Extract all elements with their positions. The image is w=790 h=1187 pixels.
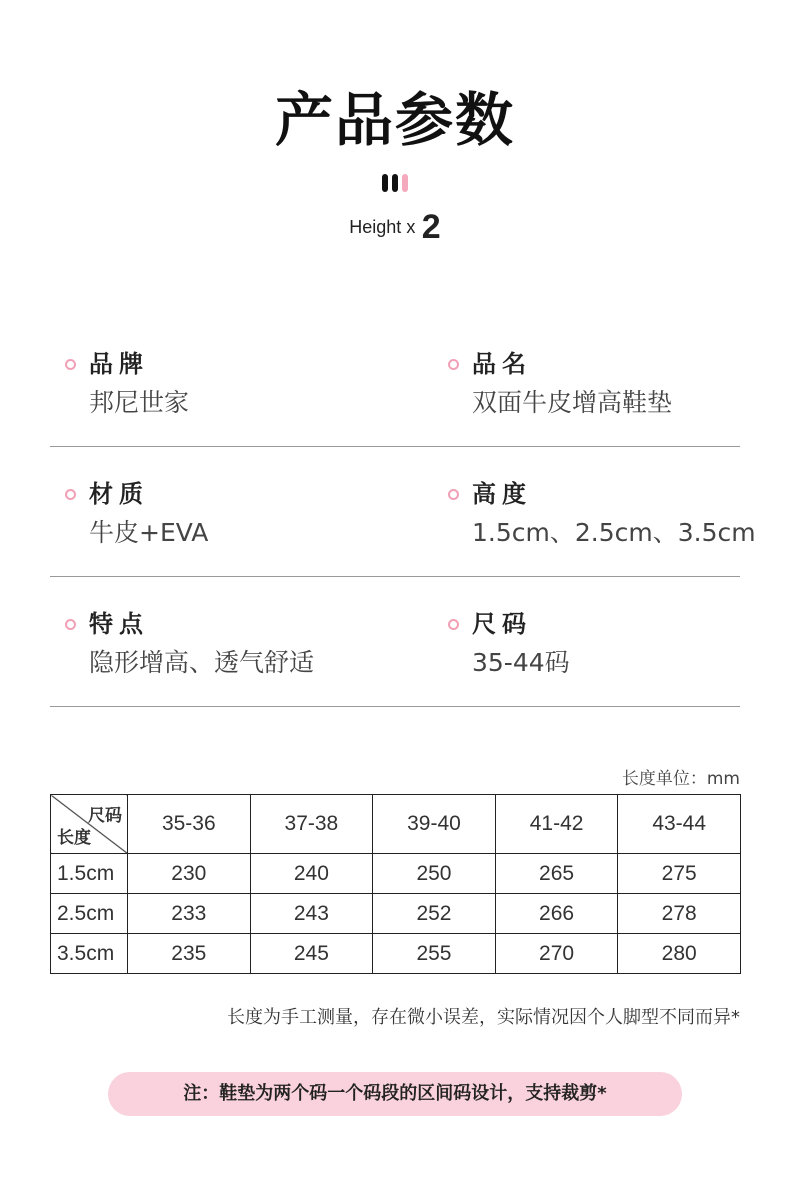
table-cell: 265	[495, 854, 618, 894]
spec-value: 1.5cm、2.5cm、3.5cm	[472, 518, 756, 547]
table-cell: 245	[250, 934, 373, 974]
page-title: 产品参数	[274, 86, 515, 154]
bullet-icon	[65, 619, 76, 630]
corner-length-label: 长度	[57, 828, 91, 848]
row-header: 2.5cm	[51, 894, 128, 934]
spec-label: 品牌	[89, 350, 149, 378]
size-table	[50, 794, 741, 974]
spec-label: 品名	[472, 350, 532, 378]
divider	[50, 706, 740, 707]
table-cell: 266	[495, 894, 618, 934]
spec-value: 牛皮+EVA	[89, 518, 209, 547]
spec-label: 尺码	[472, 610, 532, 638]
table-row	[51, 894, 741, 934]
unit-note: 长度单位：mm	[621, 769, 740, 789]
bullet-icon	[65, 359, 76, 370]
divider	[50, 576, 740, 577]
row-header: 3.5cm	[51, 934, 128, 974]
table-cell: 270	[495, 934, 618, 974]
table-header-row	[51, 795, 741, 854]
measurement-footnote: 长度为手工测量，存在微小误差，实际情况因个人脚型不同而异*	[227, 1007, 740, 1028]
spec-value: 35-44码	[472, 648, 570, 677]
spec-label: 材质	[89, 480, 149, 508]
table-cell: 252	[373, 894, 496, 934]
table-cell: 250	[373, 854, 496, 894]
table-cell: 243	[250, 894, 373, 934]
spec-value: 邦尼世家	[89, 388, 190, 417]
column-header: 43-44	[618, 795, 741, 854]
spec-value: 隐形增高、透气舒适	[89, 648, 315, 677]
bullet-icon	[65, 489, 76, 500]
table-cell: 240	[250, 854, 373, 894]
height-number: 2	[421, 208, 441, 246]
table-row	[51, 854, 741, 894]
column-header: 41-42	[495, 795, 618, 854]
table-cell: 280	[618, 934, 741, 974]
bullet-icon	[448, 489, 459, 500]
table-cell: 255	[373, 934, 496, 974]
table-cell: 275	[618, 854, 741, 894]
column-header: 35-36	[128, 795, 251, 854]
column-header: 37-38	[250, 795, 373, 854]
column-header: 39-40	[373, 795, 496, 854]
height-multiplier	[0, 208, 790, 247]
corner-size-label: 尺码	[88, 806, 122, 826]
bullet-icon	[448, 359, 459, 370]
height-text: Height x	[349, 217, 416, 237]
table-cell: 230	[128, 854, 251, 894]
table-cell: 278	[618, 894, 741, 934]
spec-label: 特点	[89, 610, 149, 638]
bullet-icon	[448, 619, 459, 630]
notice-banner: 注：鞋垫为两个码一个码段的区间码设计，支持裁剪*	[108, 1072, 682, 1116]
decorative-bars-icon	[382, 174, 412, 192]
spec-value: 双面牛皮增高鞋垫	[472, 388, 673, 417]
table-cell: 233	[128, 894, 251, 934]
table-row	[51, 934, 741, 974]
spec-label: 高度	[472, 480, 532, 508]
row-header: 1.5cm	[51, 854, 128, 894]
table-corner-cell	[51, 795, 128, 854]
table-cell: 235	[128, 934, 251, 974]
divider	[50, 446, 740, 447]
